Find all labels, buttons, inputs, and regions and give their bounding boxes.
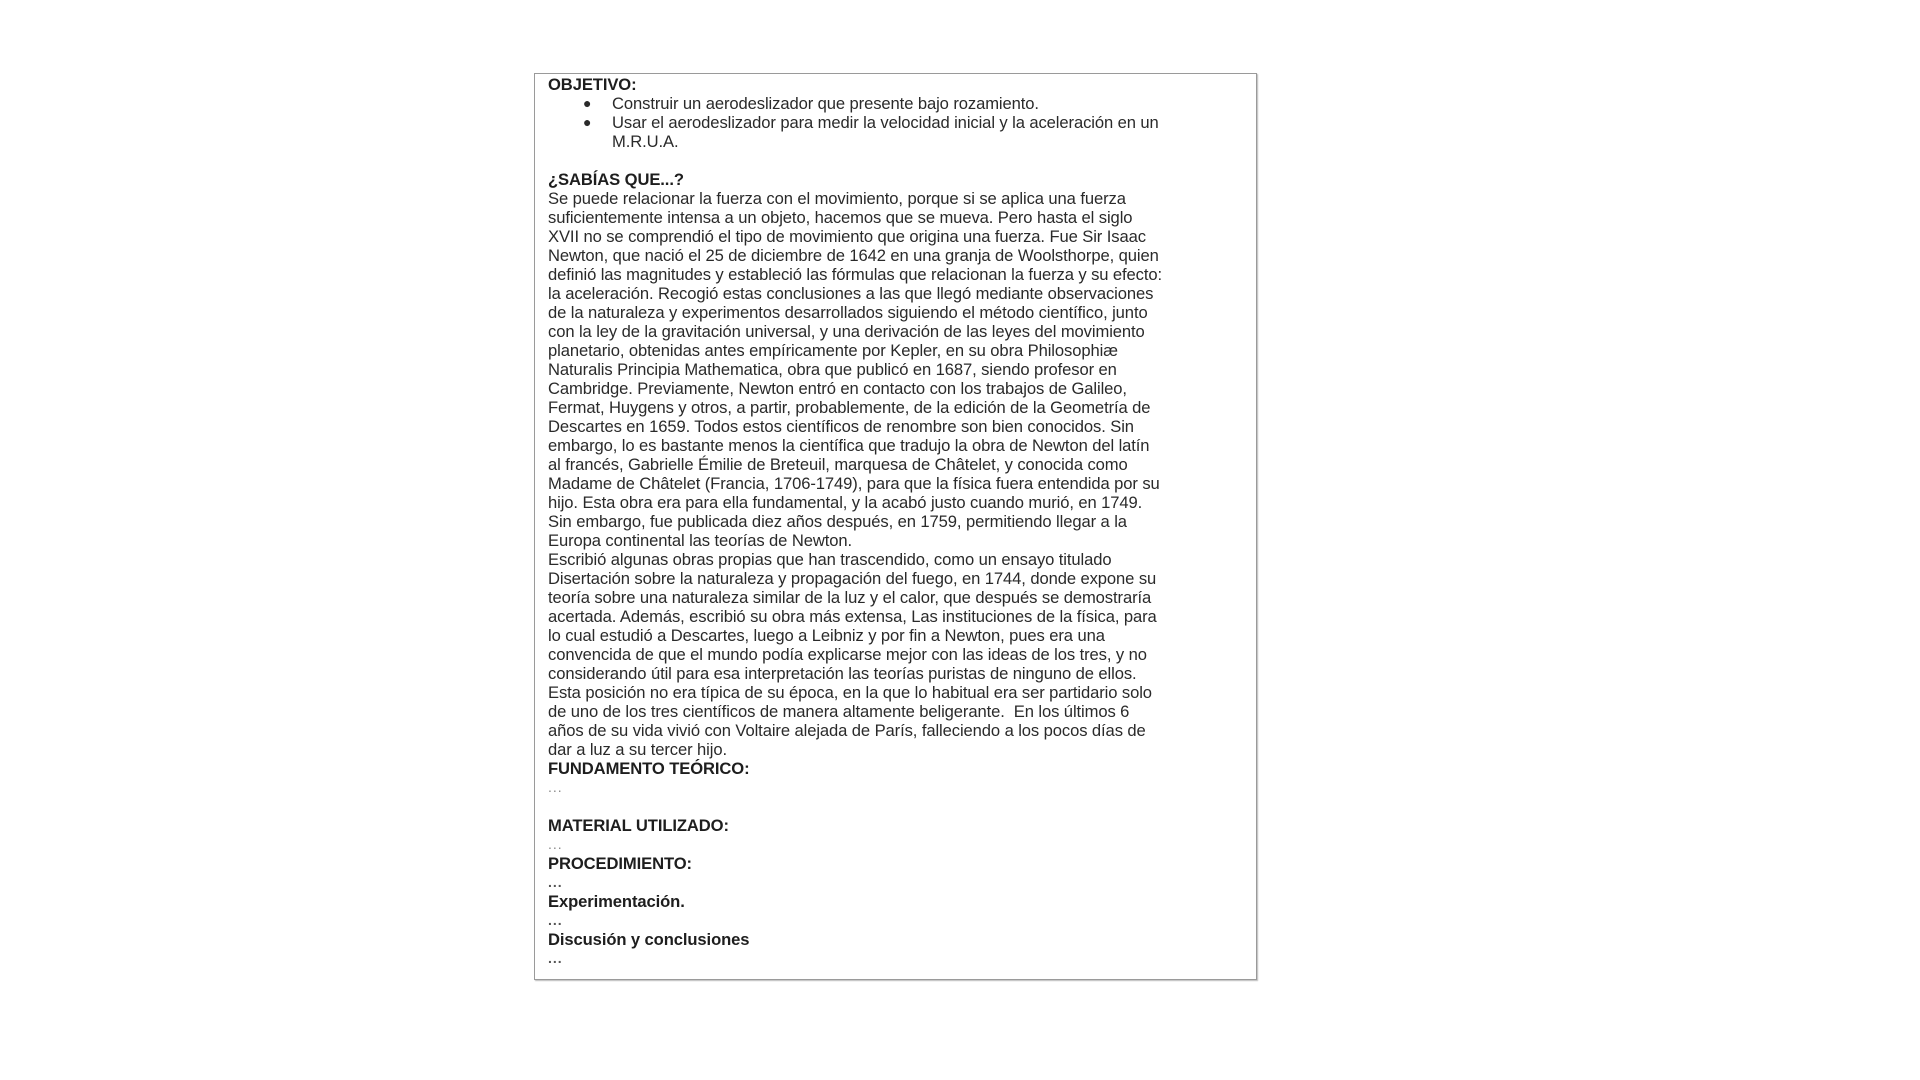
sabias-paragraph-2 xyxy=(548,550,1256,759)
sabias-heading: ¿SABÍAS QUE...? xyxy=(548,170,684,189)
objetivo-heading: OBJETIVO: xyxy=(548,75,637,94)
text-line: embargo, lo es bastante menos la científica que tradujo la obra de Newton del latín xyxy=(548,436,1150,455)
procedimiento-ellipsis: ... xyxy=(548,874,563,890)
bullet-text: Usar el aerodeslizador para medir la velocidad inicial y la aceleración en un xyxy=(612,113,1159,132)
discusion-heading: Discusión y conclusiones xyxy=(548,930,750,949)
text-line: considerando útil para esa interpretación las teorías puristas de ninguno de ellos. xyxy=(548,664,1137,683)
text-line: Descartes en 1659. Todos estos científicos de renombre son bien conocidos. Sin xyxy=(548,417,1134,436)
text-line: Fermat, Huygens y otros, a partir, probablemente, de la edición de la Geometría de xyxy=(548,398,1151,417)
text-line: Cambridge. Previamente, Newton entró en contacto con los trabajos de Galileo, xyxy=(548,379,1127,398)
bullet-icon: ● xyxy=(583,95,592,111)
text-line: años de su vida vivió con Voltaire alejada de París, falleciendo a los pocos días de xyxy=(548,721,1146,740)
experimentacion-ellipsis: ... xyxy=(548,912,563,928)
objetivo-bullet-1 xyxy=(548,94,1256,113)
material-ellipsis: ... xyxy=(548,836,563,852)
document-page xyxy=(534,73,1257,980)
fundamento-ellipsis: ... xyxy=(548,779,563,795)
fundamento-heading: FUNDAMENTO TEÓRICO: xyxy=(548,759,750,778)
text-line: Newton, que nació el 25 de diciembre de 1642 en una granja de Woolsthorpe, quien xyxy=(548,246,1159,265)
text-line: Disertación sobre la naturaleza y propagación del fuego, en 1744, donde expone su xyxy=(548,569,1157,588)
text-line: con la ley de la gravitación universal, y una derivación de las leyes del movimiento xyxy=(548,322,1145,341)
text-line: XVII no se comprendió el tipo de movimiento que origina una fuerza. Fue Sir Isaac xyxy=(548,227,1146,246)
text-line: acertada. Además, escribió su obra más extensa, Las instituciones de la física, para xyxy=(548,607,1157,626)
text-line: Europa continental las teorías de Newton. xyxy=(548,531,852,550)
text-line: suficientemente intensa a un objeto, hacemos que se mueva. Pero hasta el siglo xyxy=(548,208,1133,227)
text-line: Esta posición no era típica de su época, en la que lo habitual era ser partidario solo xyxy=(548,683,1152,702)
procedimiento-heading: PROCEDIMIENTO: xyxy=(548,854,692,873)
text-line: la aceleración. Recogió estas conclusiones a las que llegó mediante observaciones xyxy=(548,284,1154,303)
text-line: dar a luz a su tercer hijo. xyxy=(548,740,727,759)
material-heading: MATERIAL UTILIZADO: xyxy=(548,816,729,835)
experimentacion-heading: Experimentación. xyxy=(548,892,685,911)
objetivo-bullet-2-continuation: M.R.U.A. xyxy=(612,132,679,151)
text-line: Sin embargo, fue publicada diez años después, en 1759, permitiendo llegar a la xyxy=(548,512,1127,531)
text-line: Se puede relacionar la fuerza con el movimiento, porque si se aplica una fuerza xyxy=(548,189,1126,208)
text-line: Madame de Châtelet (Francia, 1706-1749), para que la física fuera entendida por su xyxy=(548,474,1160,493)
text-line: al francés, Gabrielle Émilie de Breteuil, marquesa de Châtelet, y conocida como xyxy=(548,455,1128,474)
blank-line xyxy=(548,797,1256,816)
text-line: teoría sobre una naturaleza similar de la luz y el calor, que después se demostraría xyxy=(548,588,1152,607)
text-line: lo cual estudió a Descartes, luego a Leibniz y por fin a Newton, pues era una xyxy=(548,626,1105,645)
blank-line xyxy=(548,151,1256,170)
text-line: planetario, obtenidas antes empíricamente por Kepler, en su obra Philosophiæ xyxy=(548,341,1118,360)
bullet-icon: ● xyxy=(583,114,592,130)
sabias-paragraph-1 xyxy=(548,189,1256,550)
text-line: convencida de que el mundo podía explicarse mejor con las ideas de los tres, y no xyxy=(548,645,1147,664)
text-line: definió las magnitudes y estableció las fórmulas que relacionan la fuerza y su efecto: xyxy=(548,265,1163,284)
text-line: de uno de los tres científicos de manera altamente beligerante. En los últimos 6 xyxy=(548,702,1130,721)
objetivo-bullet-2 xyxy=(548,113,1256,132)
text-line: Naturalis Principia Mathematica, obra que publicó en 1687, siendo profesor en xyxy=(548,360,1117,379)
bullet-text: Construir un aerodeslizador que presente bajo rozamiento. xyxy=(612,94,1039,113)
text-line: hijo. Esta obra era para ella fundamental, y la acabó justo cuando murió, en 1749. xyxy=(548,493,1143,512)
discusion-ellipsis: ... xyxy=(548,950,563,966)
text-line: Escribió algunas obras propias que han trascendido, como un ensayo titulado xyxy=(548,550,1112,569)
text-line: de la naturaleza y experimentos desarrollados siguiendo el método científico, junto xyxy=(548,303,1148,322)
